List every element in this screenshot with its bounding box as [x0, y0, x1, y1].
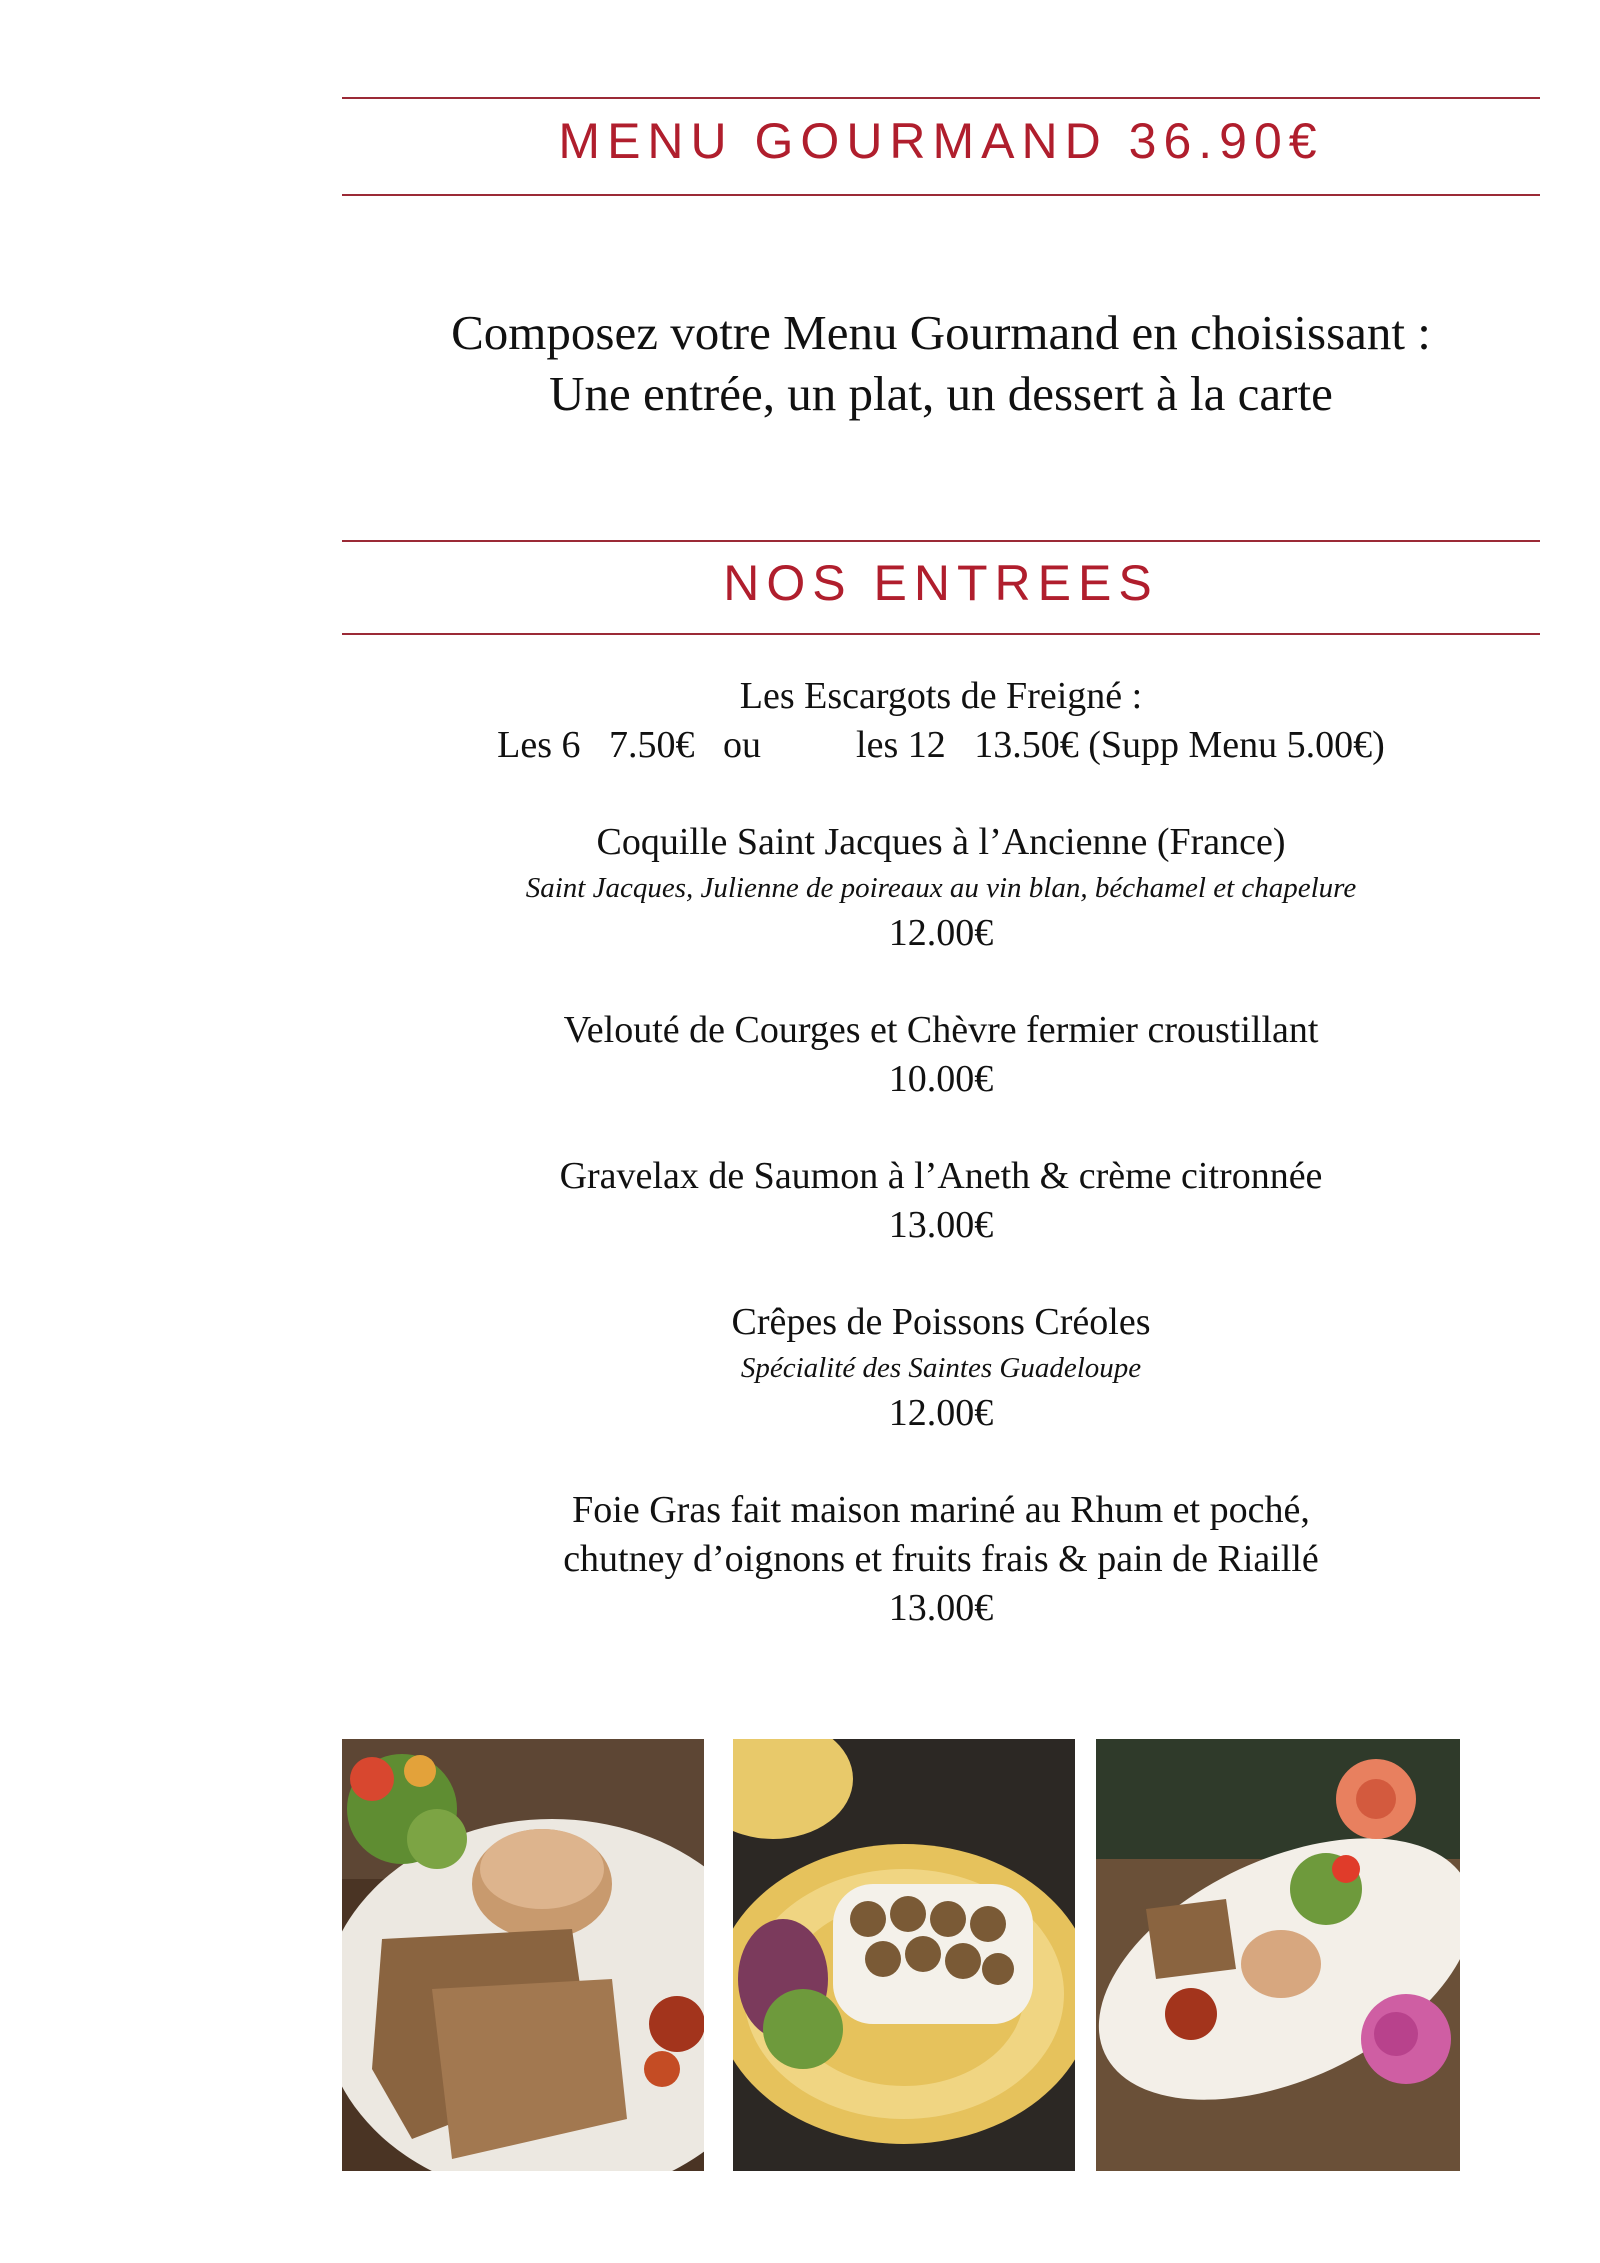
entrees-top-rule	[342, 540, 1540, 542]
menu-item	[342, 1152, 1540, 1250]
escargots-image	[733, 1739, 1075, 2171]
foie-gras-image	[342, 1739, 704, 2171]
menu-item-escargots	[342, 672, 1540, 770]
menu-title: MENU GOURMAND 36.90€	[558, 113, 1324, 169]
entrees-list	[342, 672, 1540, 1681]
menu-title-bottom-rule	[342, 194, 1540, 196]
twelve-label: les 12	[856, 724, 946, 766]
photo-foie-gras	[342, 1739, 704, 2171]
menu-intro	[342, 302, 1540, 424]
intro-line-2: Une entrée, un plat, un dessert à la carte	[549, 366, 1333, 421]
photo-escargots	[733, 1739, 1075, 2171]
escargots-prices	[342, 721, 1540, 770]
item-name-line-2: chutney d’oignons et fruits frais & pain de Riaillé	[563, 1538, 1319, 1580]
item-name-line-1: Foie Gras fait maison mariné au Rhum et poché,	[572, 1489, 1310, 1531]
photo-foie-gras-plate	[1096, 1739, 1460, 2171]
entrees-title: NOS ENTREES	[723, 555, 1159, 611]
foie-gras-plate-image	[1096, 1739, 1460, 2171]
item-name: Gravelax de Saumon à l’Aneth & crème citronnée	[559, 1155, 1323, 1197]
menu-item	[342, 1486, 1540, 1633]
menu-item	[342, 1298, 1540, 1438]
six-label: Les 6	[497, 724, 581, 766]
item-price: 12.00€	[888, 1392, 994, 1434]
supplement: (Supp Menu 5.00€)	[1088, 724, 1385, 766]
item-price: 10.00€	[888, 1058, 994, 1100]
item-price: 12.00€	[888, 912, 994, 954]
item-price: 13.00€	[888, 1587, 994, 1629]
item-name: Coquille Saint Jacques à l’Ancienne (France)	[596, 821, 1286, 863]
item-name: Crêpes de Poissons Créoles	[731, 1301, 1151, 1343]
or-label: ou	[723, 724, 762, 766]
menu-item	[342, 818, 1540, 958]
menu-item	[342, 1006, 1540, 1104]
entrees-bottom-rule	[342, 633, 1540, 635]
item-name: Les Escargots de Freigné :	[739, 675, 1143, 717]
item-description: Spécialité des Saintes Guadeloupe	[740, 1352, 1142, 1384]
twelve-price: 13.50€	[974, 724, 1079, 766]
item-description: Saint Jacques, Julienne de poireaux au vin blan, béchamel et chapelure	[525, 872, 1357, 904]
item-price: 13.00€	[888, 1204, 994, 1246]
item-name: Velouté de Courges et Chèvre fermier croustillant	[563, 1009, 1319, 1051]
intro-line-1: Composez votre Menu Gourmand en choisissant :	[451, 305, 1431, 360]
six-price: 7.50€	[609, 724, 695, 766]
top-rule	[342, 97, 1540, 99]
